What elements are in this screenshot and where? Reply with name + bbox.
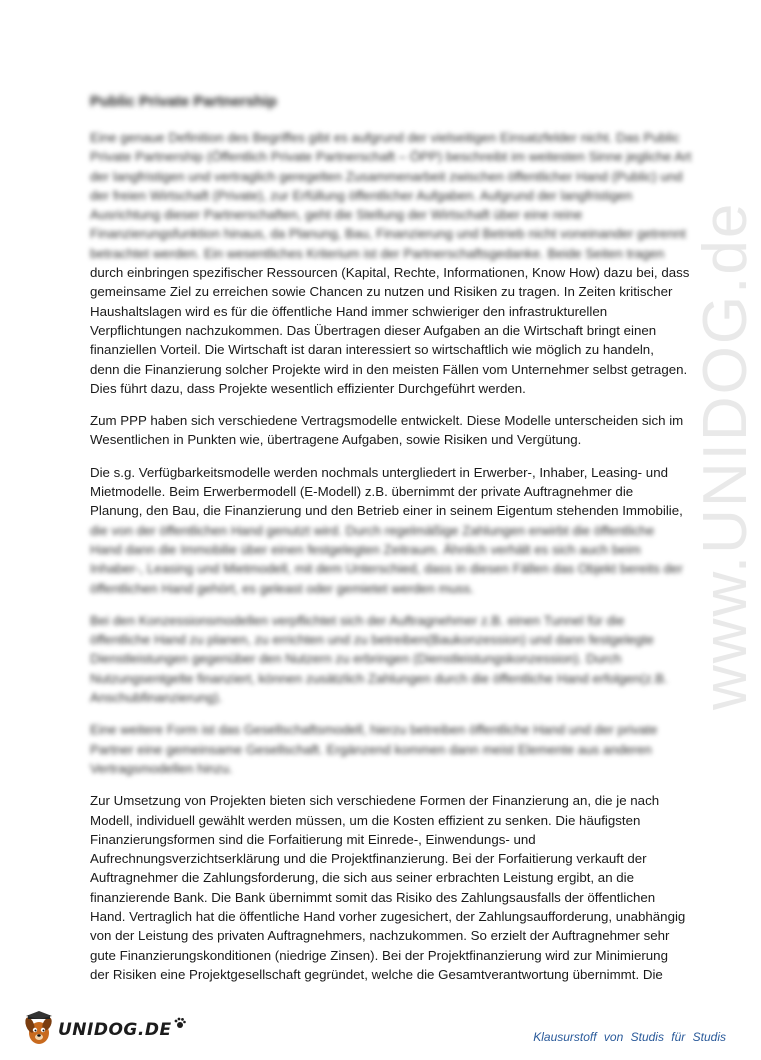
text-line: Aufrechnungsverzichtserklärung und die Projektfinanzierung. Bei der Forfaitierung verkauft der (90, 851, 647, 867)
text-line: Wesentlichen in Punkten wie, übertragene Aufgaben, sowie Risiken und Vergütung. (90, 432, 582, 448)
text-line: Dies führt dazu, dass Projekte wesentlich effizienter Durchgeführt werden. (90, 380, 526, 396)
text-line: Mietmodelle. Beim Erwerbermodell (E-Modell) z.B. übernimmt der private Auftragnehmer die (90, 484, 634, 500)
blurred-text-line: der freien Wirtschaft (Private), zur Erfüllung öffentlicher Aufgaben. Aufgrund der langfristigen (90, 187, 633, 203)
blurred-text-line: Nutzungsentgelte finanziert, können zusätzlich Zahlungen durch die öffentliche Hand erfolgen(z.B. (90, 670, 668, 686)
text-line: Zum PPP haben sich verschiedene Vertragsmodelle entwickelt. Diese Modelle unterscheiden sich im (90, 413, 684, 429)
paw-icon (174, 1017, 186, 1029)
document-body (90, 128, 692, 984)
dog-mascot-icon (22, 1011, 56, 1049)
text-line: finanziellen Vorteil. Die Wirtschaft ist daran interessiert so wirtschaftlich wie möglich zu handeln, (90, 342, 654, 358)
document-title: Public Private Partnership (90, 93, 277, 110)
paragraph (90, 411, 684, 450)
blurred-text-line: Eine weitere Form ist das Gesellschaftsmodell, hierzu betreiben öffentliche Hand und der private (90, 722, 658, 738)
blurred-text-line: Ausrichtung dieser Partnerschaften, geht die Stellung der Wirtschaft über eine reine (90, 207, 583, 223)
text-line: gemeinsame Ziel zu erreichen sowie Chancen zu nutzen und Risiken zu tragen. In Zeiten kritischer (90, 284, 673, 300)
text-line: Haushaltslagen wird es für die öffentliche Hand immer schwieriger den infrastrukturellen (90, 303, 608, 319)
text-line: Modell, individuell gewählt werden müssen, um die Kosten effizient zu senken. Die häufigsten (90, 812, 641, 828)
text-line: gute Finanzierungskonditionen (niedrige Zinsen). Bei der Projektfinanzierung wird zur Minimierung (90, 947, 668, 963)
blurred-text-line: der langfristigen und vertraglich geregelten Zusammenarbeit zwischen öffentlicher Hand (Public) und (90, 168, 683, 184)
text-line: Hand. Vertraglich hat die öffentliche Hand vorher zugesichert, der Zahlungsaufforderung, unabhängig (90, 908, 686, 924)
text-line: durch einbringen spezifischer Ressourcen (Kapital, Rechte, Informationen, Know How) dazu bei, dass (90, 265, 690, 281)
paragraph (90, 128, 692, 398)
blurred-text-line: Anschubfinanzierung). (90, 690, 223, 706)
logo-text: UNIDOG.DE (58, 1020, 172, 1040)
blurred-text-line: Dienstleistungen gegenüber den Nutzern zu erbringen (Dienstleistungskonzession). Durch (90, 651, 622, 667)
blurred-text-line: öffentlichen Hand gehört, es geleast oder gemietet werden muss. (90, 580, 475, 596)
text-line: Finanzierungsformen sind die Forfaitierung mit Einrede-, Einwendungs- und (90, 831, 536, 847)
text-line: der Risiken eine Projektgesellschaft gegründet, welche die Gesamtverantwortung übernimmt. Die (90, 966, 663, 982)
footer-tagline: Klausurstoff von Studis für Studis (533, 1030, 726, 1044)
paragraph (90, 720, 670, 778)
paragraph (90, 463, 683, 598)
blurred-text-line: Bei den Konzessionsmodellen verpflichtet sich der Auftragnehmer z.B. einen Tunnel für die (90, 612, 625, 628)
paragraph (90, 611, 670, 707)
blurred-text-line: Vertragsmodellen hinzu. (90, 760, 233, 776)
paragraph (90, 791, 686, 984)
text-line: finanzierende Bank. Die Bank übernimmt somit das Risiko des Zahlungsausfalls der öffentlichen (90, 889, 656, 905)
blurred-text-line: öffentliche Hand zu planen, zu errichten und zu betreiben(Baukonzession) und dann festgelegte (90, 632, 654, 648)
text-line: Die s.g. Verfügbarkeitsmodelle werden nochmals untergliedert in Erwerber-, Inhaber, Leasing- und (90, 464, 668, 480)
text-line: denn die Finanzierung solcher Projekte wird in den meisten Fällen vom Unternehmer selbst getragen. (90, 361, 688, 377)
blurred-text-line: Partner eine gemeinsame Gesellschaft. Ergänzend kommen dann meist Elemente aus anderen (90, 741, 652, 757)
blurred-text-line: die von der öffentlichen Hand genutzt wird. Durch regelmäßige Zahlungen erwirbt die öffentliche (90, 522, 655, 538)
text-line: von der Leistung des privaten Auftragnehmers, nachzukommen. So erzielt der Auftragnehmer sehr (90, 928, 670, 944)
text-line: Auftragnehmer die Zahlungsforderung, die sich aus seiner erbrachten Leistung ergibt, an die (90, 870, 635, 886)
blurred-text-line: Hand dann die Immobilie über einen festgelegten Zeitraum. Ähnlich verhält es sich auch beim (90, 541, 641, 557)
blurred-text-line: Inhaber-, Leasing und Mietmodell, mit dem Unterschied, dass in diesen Fällen das Objekt bereits der (90, 561, 683, 577)
unidog-logo[interactable] (22, 1010, 186, 1050)
text-line: Planung, den Bau, die Finanzierung und den Betrieb einer in seinem Eigentum stehenden Immobilie, (90, 503, 683, 519)
text-line: Verpflichtungen nachzukommen. Das Übertragen dieser Aufgaben an die Wirtschaft bringt einen (90, 322, 657, 338)
blurred-text-line: Eine genaue Definition des Begriffes gibt es aufgrund der vielseitigen Einsatzfelder nicht. Das Public (90, 130, 680, 145)
document-content (90, 93, 692, 997)
blurred-text-line: betrachtet werden. Ein wesentliches Kriterium ist der Partnerschaftsgedanke. Beide Seiten tragen (90, 245, 665, 261)
watermark: www.UNIDOG.de (691, 201, 760, 710)
text-line: Zur Umsetzung von Projekten bieten sich verschiedene Formen der Finanzierung an, die je nach (90, 793, 660, 809)
blurred-text-line: Private Partnership (Öffentlich Private Partnerschaft – ÖPP) beschreibt im weitesten Sinne jegliche Art (90, 149, 692, 165)
blurred-text-line: Finanzierungsfunktion hinaus, da Planung, Bau, Finanzierung und Betrieb nicht voneinander getrennt (90, 226, 686, 242)
